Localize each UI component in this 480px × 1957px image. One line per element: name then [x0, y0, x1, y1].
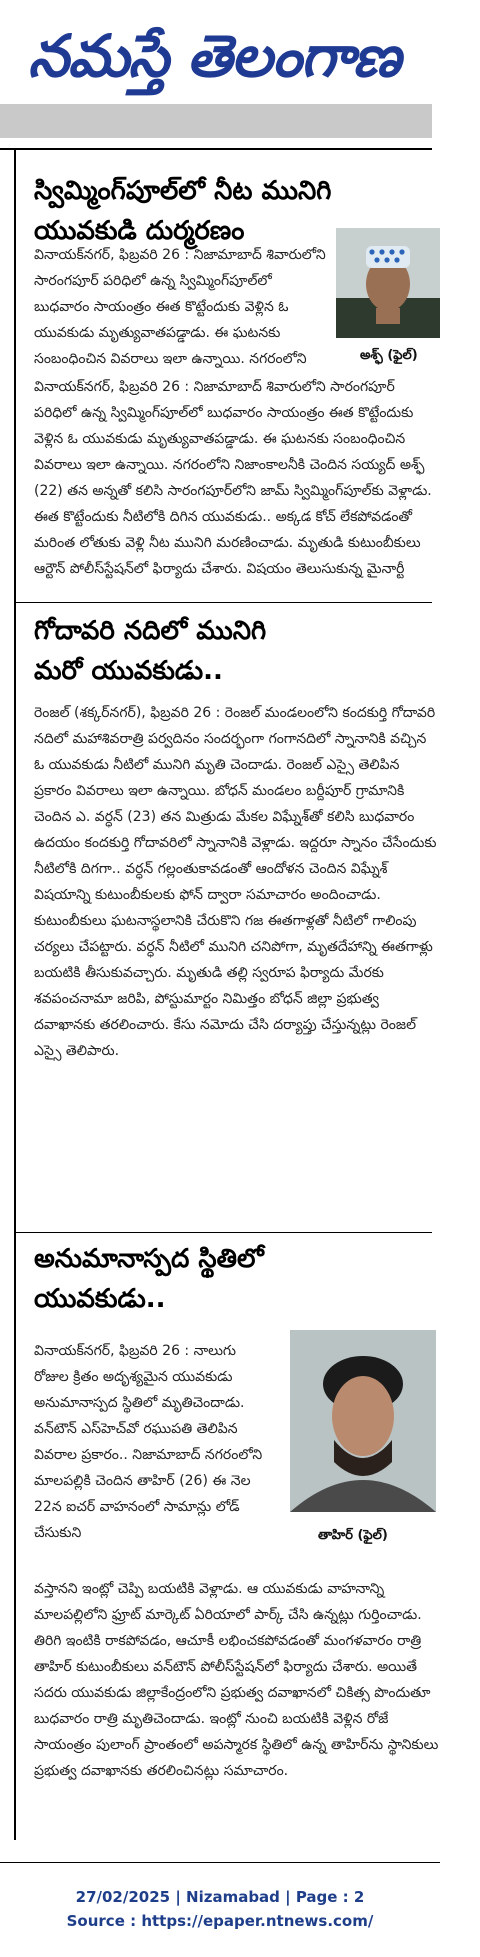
article3-body-narrow: వినాయక్‌నగర్, ఫిబ్రవరి 26 : నాలుగు రోజుల క్రితం అదృశ్యమైన యువకుడు అనుమానాస్పద స్థితిలో మృతిచెందాడు. వన్‌టౌన్ ఎస్‌హెచ్‌వో రఘుపతి తెలిపిన వివరాల ప్రకారం.. నిజామాబాద్ నగరంలోని మాలపల్లికి చెందిన తాహిర్ (26) ఈ నెల 22న ఐచర్ వాహనంలో సామాన్లు లోడ్ చేసుకుని	[34, 1343, 263, 1541]
footer-rule	[0, 1862, 440, 1863]
article3-headline-line2: యువకుడు..	[34, 1284, 166, 1314]
article2-separator	[16, 1232, 432, 1233]
article-left-rule	[14, 150, 16, 1840]
article1-photo	[336, 228, 440, 338]
article1-body-text-continued: వినాయక్‌నగర్, ఫిబ్రవరి 26 : నిజామాబాద్ శివారులోని సారంగపూర్ పరిధిలో ఉన్న స్విమ్మింగ్‌పూల్‌లో బుధవారం సాయంత్రం ఈత కొట్టేందుకు వెళ్లిన ఓ యువకుడు మృత్యువాతపడ్డాడు. ఈ ఘటనకు సంబంధించిన వివరాలు ఇలా ఉన్నాయి. నగరంలోని నిజాంకాలనీకి చెందిన సయ్యద్ అశ్ఫ్ (22) తన అన్నతో కలిసి సారంగపూర్‌లోని జామ్ స్విమ్మింగ్‌పూల్‌కు వెళ్లాడు. ఈత కొట్టేందుకు నీటిలోకి దిగిన యువకుడు.. అక్కడ కోచ్ లేకపోవడంతో మరింత లోతుకు వెళ్లి నీట మునిగి మరణించాడు. మృతుడి కుటుంబీకులు ఆర్టౌన్ పోలీస్‌స్టేషన్‌లో ఫిర్యాదు చేశారు. విషయం తెలుసుకున్న మైనార్టీ	[34, 379, 432, 577]
article1-separator	[16, 602, 432, 603]
masthead-logo: నమస్తే తెలంగాణ	[28, 22, 400, 90]
article1-headline-line2: యువకుడి దుర్మరణం	[34, 216, 245, 246]
article3-body-wide: వస్తానని ఇంట్లో చెప్పి బయటికి వెళ్లాడు. ఆ యువకుడు వాహనాన్ని మాలపల్లిలోని ఫ్రూట్ మార్కెట్ ఏరియాలో పార్క్ చేసి ఉన్నట్లు గుర్తించాడు. తిరిగి ఇంటికి రాకపోవడం, ఆచూకీ లభించకపోవడంతో మంగళవారం రాత్రి తాహిర్ కుటుంబీకులు వన్‌టౌన్ పోలీస్‌స్టేషన్‌లో ఫిర్యాదు చేశారు. అయితే సదరు యువకుడు జిల్లాకేంద్రంలోని ప్రభుత్వ దవాఖానలో చికిత్స పొందుతూ బుధవారం రాత్రి మృతిచెందాడు. ఇంట్లో నుంచి బయటికి వెళ్లిన రోజే సాయంత్రం పులాంగ్ ప్రాంతంలో అపస్మారక స్థితిలో ఉన్న తాహిర్‌ను స్థానికులు ప్రభుత్వ దవాఖానకు తరలించినట్లు సమాచారం.	[34, 1581, 439, 1779]
article1-body-wide	[34, 374, 440, 582]
article1-headline-line1: స్విమ్మింగ్‌పూల్‌లో నీట మునిగి	[34, 176, 332, 206]
article1-photo-caption: అశ్ఫ్ (ఫైల్)	[360, 348, 418, 363]
article2-body: రెంజల్ (శక్కర్‌నగర్), ఫిబ్రవరి 26 : రెంజల్ మండలంలోని కందకుర్తి గోదావరి నదిలో మహాశివరాత్రి పర్వదినం సందర్భంగా గంగానదిలో స్నానానికి వచ్చిన ఓ యువకుడు నీటిలో మునిగి మృతి చెందాడు. రెంజల్ ఎస్సై తెలిపిన ప్రకారం వివరాలు ఇలా ఉన్నాయి. బోధన్ మండలం బర్దీపూర్ గ్రామానికి చెందిన ఎ. వర్ధన్ (23) తన మిత్రుడు మేకల విఘ్నేశ్‌తో కలిసి బుధవారం ఉదయం కందకుర్తి గోదావరిలో స్నానానికి వెళ్లాడు. ఇద్దరూ స్నానం చేసేందుకు నీటిలోకి దిగగా.. వర్ధన్ గల్లంతుకావడంతో ఆందోళన చెందిన విఘ్నేశ్ విషయాన్ని కుటుంబీకులకు ఫోన్ ద్వారా సమాచారం అందించాడు. కుటుంబీకులు ఘటనాస్థలానికి చేరుకొని గజ ఈతగాళ్లతో నీటిలో గాలింపు చర్యలు చేపట్టారు. వర్ధన్ నీటిలో మునిగి చనిపోగా, మృతదేహాన్ని ఈతగాళ్లు బయటికి తీసుకువచ్చారు. మృతుడి తల్లి స్వరూప ఫిర్యాదు మేరకు శవపంచనామా జరిపి, పోస్టుమార్టం నిమిత్తం బోధన్ జిల్లా ప్రభుత్వ దవాఖానకు తరలించారు. కేసు నమోదు చేసి దర్యాప్తు చేస్తున్నట్లు రెంజల్ ఎస్సై తెలిపారు.	[34, 705, 437, 1059]
article3-photo-caption: తాహిర్ (ఫైల్)	[318, 1528, 388, 1543]
article1-body-text: వినాయక్‌నగర్, ఫిబ్రవరి 26 : నిజామాబాద్ శివారులోని సారంగపూర్ పరిధిలో ఉన్న స్విమ్మింగ్‌పూల్‌లో బుధవారం సాయంత్రం ఈత కొట్టేందుకు వెళ్లిన ఓ యువకుడు మృత్యువాతపడ్డాడు. ఈ ఘటనకు సంబంధించిన వివరాలు ఇలా ఉన్నాయి. నగరంలోని	[34, 247, 326, 367]
top-rule	[0, 148, 432, 150]
masthead-grey-bar	[0, 104, 432, 138]
article3-photo	[290, 1330, 436, 1512]
article2-headline-line1: గోదావరి నదిలో మునిగి	[34, 616, 267, 646]
article3-headline-line1: అనుమానాస్పద స్థితిలో	[34, 1244, 264, 1274]
footer-source-link[interactable]: Source : https://epaper.ntnews.com/	[66, 1912, 374, 1930]
article1-body-narrow	[34, 242, 328, 372]
footer-edition-info: 27/02/2025 | Nizamabad | Page : 2	[75, 1888, 365, 1906]
article2-headline-line2: మరో యువకుడు..	[34, 656, 223, 686]
